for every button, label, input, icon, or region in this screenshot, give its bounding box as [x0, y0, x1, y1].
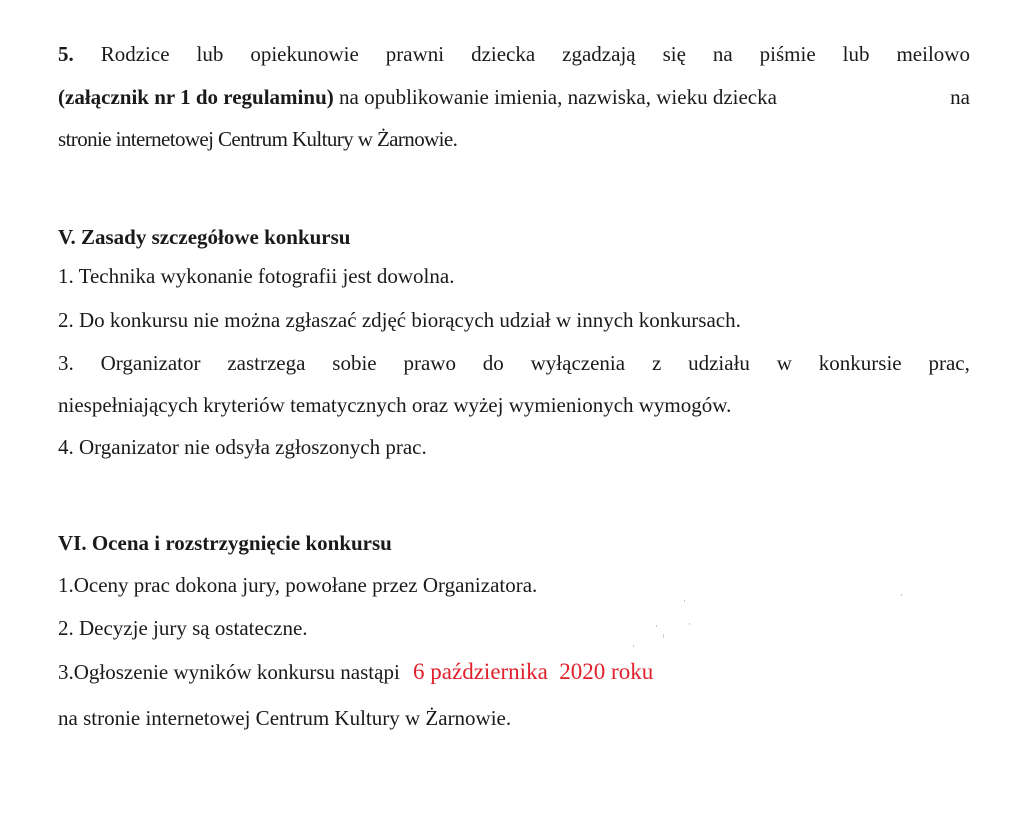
annex-reference: (załącznik nr 1 do regulaminu)	[58, 85, 334, 109]
item3-word: Organizator	[100, 351, 201, 375]
section-vi-heading: VI. Ocena i rozstrzygnięcie konkursu	[58, 531, 392, 555]
item5-word: lub	[842, 42, 870, 66]
scan-speck: ·	[688, 619, 691, 629]
item5-word: meilowo	[896, 42, 970, 66]
scan-speck: ·	[655, 621, 658, 631]
section-v-item4: 4. Organizator nie odsyła zgłoszonych prac.	[58, 435, 427, 459]
item5-line2-text: na opublikowanie imienia, nazwiska, wieku dziecka	[339, 85, 777, 109]
scan-speck: ·	[900, 590, 903, 600]
scan-speck: ˡ	[663, 632, 665, 642]
item5-word: na	[712, 42, 733, 66]
item3-word: 3.	[58, 351, 74, 375]
item3-word: do	[482, 351, 504, 375]
scan-speck: ·	[632, 641, 635, 651]
item5-line2-end: na	[950, 85, 970, 109]
section-v-heading: V. Zasady szczegółowe konkursu	[58, 225, 351, 249]
item5-line2-main	[58, 83, 777, 111]
section-v-item1: 1. Technika wykonanie fotografii jest dowolna.	[58, 264, 455, 288]
announcement-text: 3.Ogłoszenie wyników konkursu nastąpi	[58, 660, 400, 684]
item3-word: w	[776, 351, 792, 375]
item5-line1	[58, 40, 970, 68]
section-v-item3-line2: niespełniających kryteriów tematycznych oraz wyżej wymienionych wymogów.	[58, 393, 732, 417]
announcement-date: 6 października 2020 roku	[413, 659, 654, 684]
section-v-item2: 2. Do konkursu nie można zgłaszać zdjęć biorących udział w innych konkursach.	[58, 308, 741, 332]
item5-word: Rodzice	[100, 42, 170, 66]
item5-line3: stronie internetowej Centrum Kultury w Żarnowie.	[58, 127, 458, 151]
item3-word: prac,	[928, 351, 970, 375]
item5-word: opiekunowie	[250, 42, 359, 66]
item5-word: prawni	[385, 42, 445, 66]
scan-speck: ·	[683, 596, 686, 606]
item3-word: zastrzega	[227, 351, 306, 375]
section-v-item3-line1	[58, 349, 970, 377]
item5-number: 5.	[58, 42, 74, 66]
item5-word: lub	[196, 42, 224, 66]
item3-word: wyłączenia	[530, 351, 626, 375]
item3-word: prawo	[403, 351, 456, 375]
section-vi-item3-line2: na stronie internetowej Centrum Kultury w Żarnowie.	[58, 706, 512, 730]
section-vi-item1: 1.Oceny prac dokona jury, powołane przez Organizatora.	[58, 573, 538, 597]
item3-word: sobie	[332, 351, 377, 375]
section-vi-item3-line1	[58, 658, 653, 686]
item3-word: z	[651, 351, 662, 375]
item3-word: udziału	[688, 351, 750, 375]
section-vi-item2: 2. Decyzje jury są ostateczne.	[58, 616, 308, 640]
item5-word: zgadzają	[562, 42, 636, 66]
item3-word: konkursie	[818, 351, 902, 375]
item5-line2	[58, 83, 970, 111]
item5-word: się	[662, 42, 686, 66]
item5-word: dziecka	[471, 42, 536, 66]
item5-word: piśmie	[759, 42, 816, 66]
